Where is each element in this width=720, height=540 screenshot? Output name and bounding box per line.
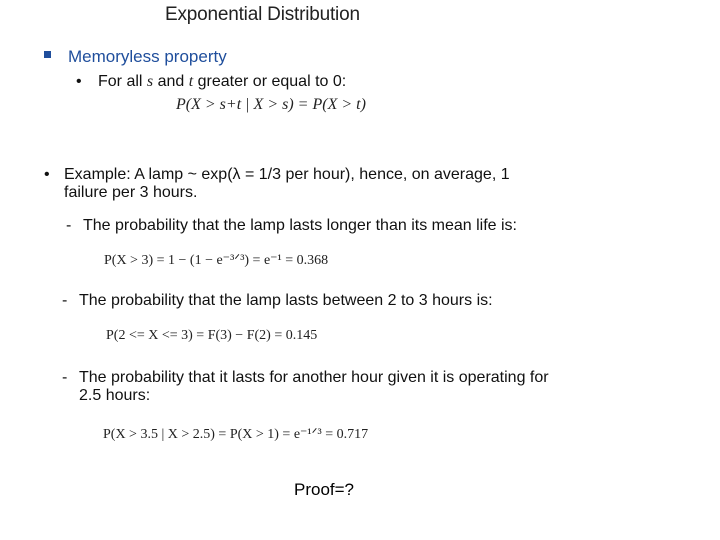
condition-suffix: greater or equal to 0: xyxy=(197,73,347,90)
item-3-text-line-1: The probability that it lasts for another hour given it is operating for xyxy=(79,369,549,386)
bullet-dot-icon: • xyxy=(44,166,50,183)
dash-bullet: - xyxy=(66,217,72,234)
item-3-formula: P(X > 3.5 | X > 2.5) = P(X > 1) = e⁻¹ᐟ³ = 0.717 xyxy=(103,427,369,442)
dash-bullet: - xyxy=(62,292,68,309)
item-2-formula: P(2 <= X <= 3) = F(3) − F(2) = 0.145 xyxy=(106,328,318,343)
item-1-formula: P(X > 3) = 1 − (1 − e⁻³ᐟ³) = e⁻¹ = 0.368 xyxy=(104,253,329,268)
var-t: t xyxy=(188,73,194,90)
section-heading: Memoryless property xyxy=(68,47,227,66)
example-line-2: failure per 3 hours. xyxy=(64,184,198,201)
proof-prompt: Proof=? xyxy=(294,480,355,499)
condition-and: and xyxy=(157,73,185,90)
condition-prefix: For all xyxy=(98,73,143,90)
square-bullet-icon xyxy=(44,51,51,58)
item-3-text-line-2: 2.5 hours: xyxy=(79,387,151,404)
dash-bullet: - xyxy=(62,369,68,386)
example-line-1: Example: A lamp ~ exp(λ = 1/3 per hour), hence, on average, 1 xyxy=(64,166,510,183)
item-2-text: The probability that the lamp lasts between 2 to 3 hours is: xyxy=(79,292,493,309)
item-1-text: The probability that the lamp lasts longer than its mean life is: xyxy=(83,217,517,234)
memoryless-formula: P(X > s+t | X > s) = P(X > t) xyxy=(176,96,366,113)
memoryless-condition xyxy=(98,73,346,91)
slide-title: Exponential Distribution xyxy=(165,4,360,25)
var-s: s xyxy=(146,73,154,90)
bullet-dot-icon: • xyxy=(76,73,82,90)
